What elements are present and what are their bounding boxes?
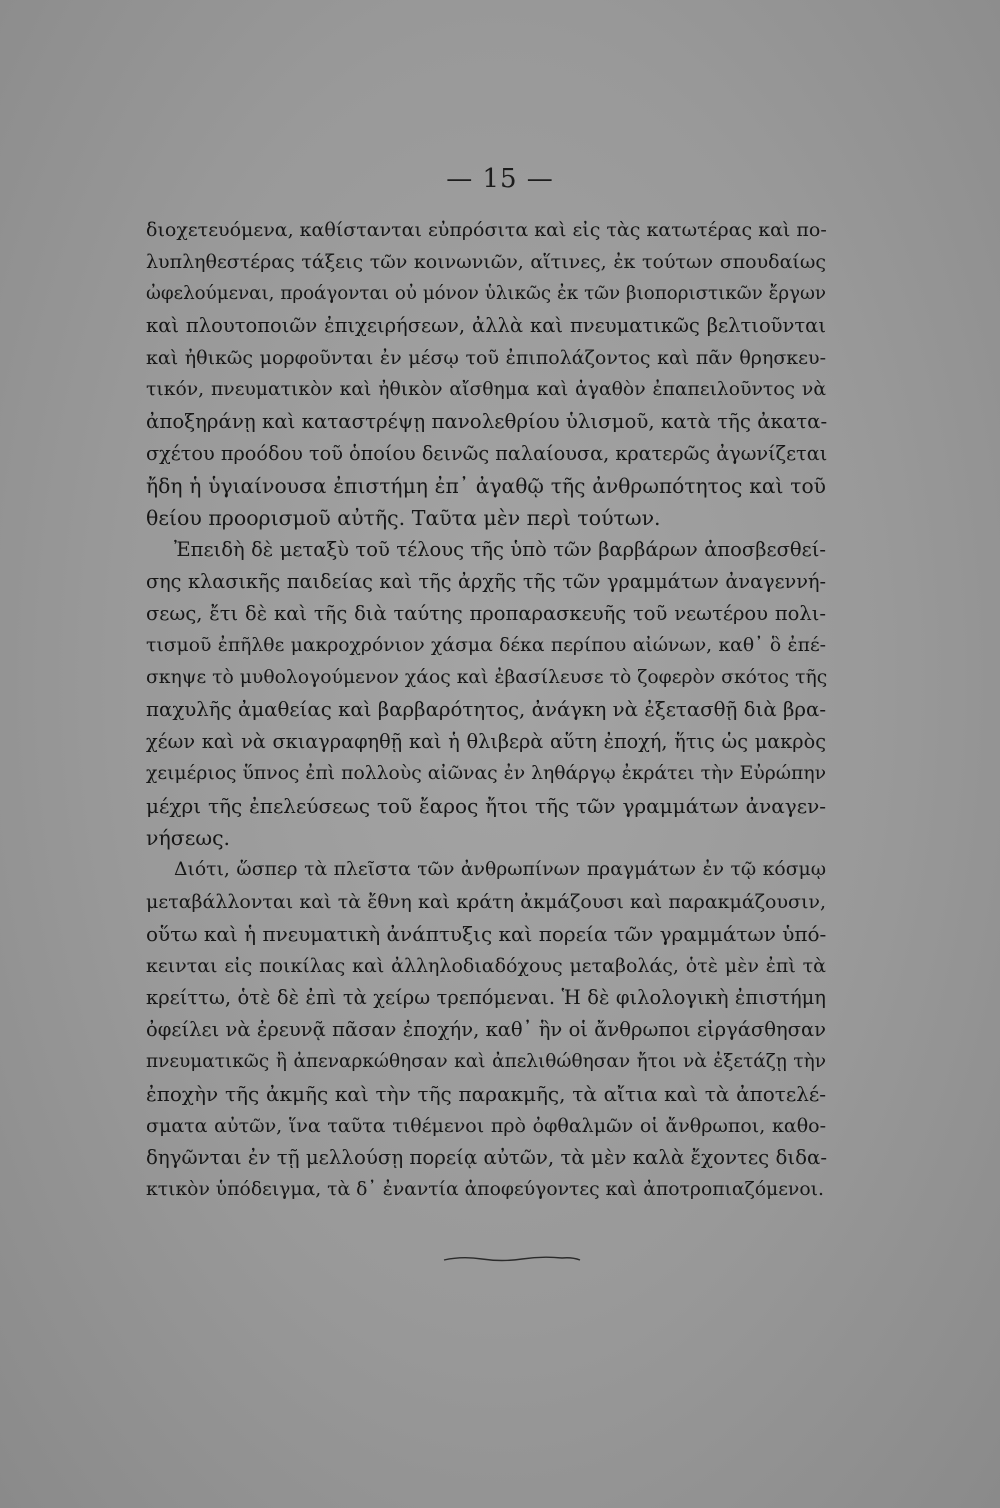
text-line: καὶ πλουτοποιῶν ἐπιχειρήσεων, ἀλλὰ καὶ πνευματικῶς βελτιοῦνται <box>146 314 826 337</box>
text-line: δηγῶνται ἐν τῇ μελλούσῃ πορείᾳ αὐτῶν, τὰ μὲν καλὰ ἔχοντες διδα- <box>146 1146 828 1169</box>
body-text <box>146 214 826 1206</box>
text-line: σης κλασικῆς παιδείας καὶ τῆς ἀρχῆς τῆς τῶν γραμμάτων ἀναγεννή- <box>146 570 826 593</box>
text-line: νήσεως. <box>146 826 231 850</box>
text-line: λυπληθεστέρας τάξεις τῶν κοινωνιῶν, αἵτινες, ἐκ τούτων σπουδαίως <box>146 251 826 273</box>
text-line: κεινται εἰς ποικίλας καὶ ἀλληλοδιαδόχους μεταβολάς, ὁτὲ μὲν ἐπὶ τὰ <box>146 955 826 977</box>
text-line: ὀφείλει νὰ ἐρευνᾷ πᾶσαν ἐποχήν, καθ᾽ ἣν οἱ ἄνθρωποι εἰργάσθησαν <box>146 1018 826 1041</box>
text-line: κτικὸν ὑπόδειγμα, τὰ δ᾽ ἐναντία ἀποφεύγοντες καὶ ἀποτροπιαζόμενοι. <box>146 1179 824 1200</box>
page-number: — 15 — <box>446 164 554 194</box>
text-line: ἐποχὴν τῆς ἀκμῆς καὶ τὴν τῆς παρακμῆς, τὰ αἴτια καὶ τὰ ἀποτελέ- <box>146 1082 826 1106</box>
text-line: οὕτω καὶ ἡ πνευματικὴ ἀνάπτυξις καὶ πορεία τῶν γραμμάτων ὑπό- <box>146 922 827 946</box>
text-line: τικόν, πνευματικὸν καὶ ἠθικὸν αἴσθημα καὶ ἀγαθὸν ἐπαπειλοῦντος νὰ <box>146 379 826 400</box>
tailpiece-ornament <box>442 1254 582 1264</box>
text-line: πνευματικῶς ἢ ἀπεναρκώθησαν καὶ ἀπελιθώθησαν ἤτοι νὰ ἐξετάζῃ τὴν <box>146 1051 826 1072</box>
text-line: σεως, ἔτι δὲ καὶ τῆς διὰ ταύτης προπαρασκευῆς τοῦ νεωτέρου πολι- <box>146 602 826 625</box>
text-line: χειμέριος ὕπνος ἐπὶ πολλοὺς αἰῶνας ἐν ληθάργῳ ἐκράτει τὴν Εὐρώπην <box>146 763 826 784</box>
text-line: χέων καὶ νὰ σκιαγραφηθῇ καὶ ἡ θλιβερὰ αὕτη ἐποχή, ἥτις ὡς μακρὸς <box>146 730 826 753</box>
text-line: τισμοῦ ἐπῆλθε μακροχρόνιον χάσμα δέκα περίπου αἰώνων, καθ᾽ ὃ ἐπέ- <box>146 635 826 656</box>
text-line: καὶ ἠθικῶς μορφοῦνται ἐν μέσῳ τοῦ ἐπιπολάζοντος καὶ πᾶν θρησκευ- <box>146 347 826 369</box>
text-line: κρείττω, ὁτὲ δὲ ἐπὶ τὰ χείρω τρεπόμεναι. Ἡ δὲ φιλολογικὴ ἐπιστήμη <box>146 986 826 1009</box>
text-line: ὠφελούμεναι, προάγονται οὐ μόνον ὑλικῶς ἐκ τῶν βιοποριστικῶν ἔργων <box>146 283 826 304</box>
text-line: ἤδη ἡ ὑγιαίνουσα ἐπιστήμη ἐπ᾽ ἀγαθῷ τῆς ἀνθρωπότητος καὶ τοῦ <box>146 474 826 498</box>
text-line: παχυλῆς ἀμαθείας καὶ βαρβαρότητος, ἀνάγκη νὰ ἐξετασθῇ διὰ βρα- <box>146 698 826 721</box>
text-line: μεταβάλλονται καὶ τὰ ἔθνη καὶ κράτη ἀκμάζουσι καὶ παρακμάζουσιν, <box>146 891 826 913</box>
text-line: σκηψε τὸ μυθολογούμενον χάος καὶ ἐβασίλευσε τὸ ζοφερὸν σκότος τῆς <box>146 667 828 688</box>
text-line: μέχρι τῆς ἐπελεύσεως τοῦ ἔαρος ἤτοι τῆς τῶν γραμμάτων ἀναγεν- <box>146 794 826 818</box>
text-line: Ἐπειδὴ δὲ μεταξὺ τοῦ τέλους τῆς ὑπὸ τῶν βαρβάρων ἀποσβεσθεί- <box>174 538 826 561</box>
text-line: ἀποξηράνῃ καὶ καταστρέψῃ πανολεθρίου ὑλισμοῦ, κατὰ τῆς ἀκατα- <box>146 410 828 433</box>
text-line: διοχετευόμενα, καθίστανται εὐπρόσιτα καὶ εἰς τὰς κατωτέρας καὶ πο- <box>146 219 827 241</box>
text-line: σματα αὐτῶν, ἵνα ταῦτα τιθέμενοι πρὸ ὀφθαλμῶν οἱ ἄνθρωποι, καθο- <box>146 1115 826 1137</box>
text-line: θείου προορισμοῦ αὐτῆς. Ταῦτα μὲν περὶ τούτων. <box>146 506 661 530</box>
text-line: Διότι, ὥσπερ τὰ πλεῖστα τῶν ἀνθρωπίνων πραγμάτων ἐν τῷ κόσμῳ <box>174 859 826 880</box>
text-line: σχέτου προόδου τοῦ ὁποίου δεινῶς παλαίουσα, κρατερῶς ἀγωνίζεται <box>146 442 828 465</box>
